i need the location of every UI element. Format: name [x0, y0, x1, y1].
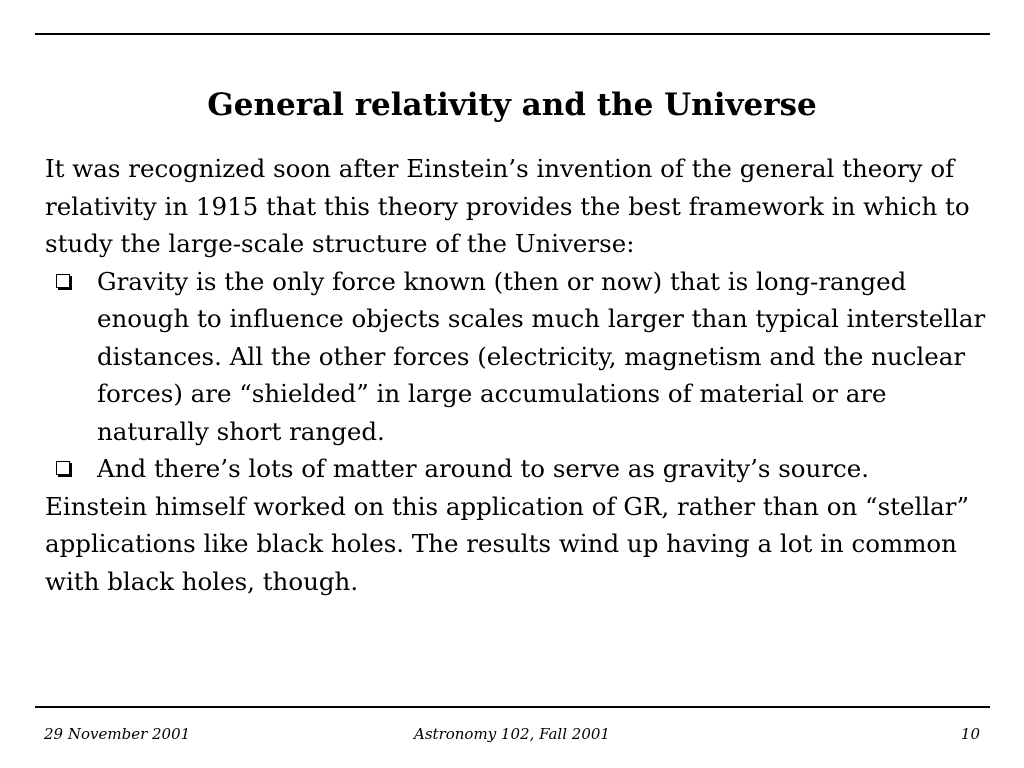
footer-course: Astronomy 102, Fall 2001: [414, 725, 610, 743]
bullet-list: [45, 263, 990, 488]
bullet-item: [45, 263, 990, 451]
bottom-divider: [35, 706, 990, 708]
bullet-item: [45, 450, 990, 488]
conclusion-paragraph: Einstein himself worked on this application of GR, rather than on “stellar” applications like black holes. The results wind up having a lot in common with black holes, though.: [45, 491, 970, 596]
top-divider: [35, 33, 990, 35]
checkbox-square-icon: [56, 461, 70, 475]
footer-date: 29 November 2001: [44, 725, 191, 743]
intro-paragraph: It was recognized soon after Einstein’s invention of the general theory of relativity in 1915 that this theory provides the best framework in which to study the large-scale structure of the Universe:: [45, 154, 970, 258]
slide-body: [45, 150, 990, 600]
bullet-text: Gravity is the only force known (then or now) that is long-ranged enough to influence objects scales much larger than typical interstellar distances. All the other forces (electricity, magnetism and the nuclear forces) are “shielded” in large accumulations of material or are naturally short ranged.: [97, 266, 986, 446]
slide-title: General relativity and the Universe: [207, 86, 817, 123]
checkbox-square-icon: [56, 274, 70, 288]
footer-page-number: 10: [960, 725, 980, 743]
bullet-text: And there’s lots of matter around to serve as gravity’s source.: [97, 454, 870, 483]
